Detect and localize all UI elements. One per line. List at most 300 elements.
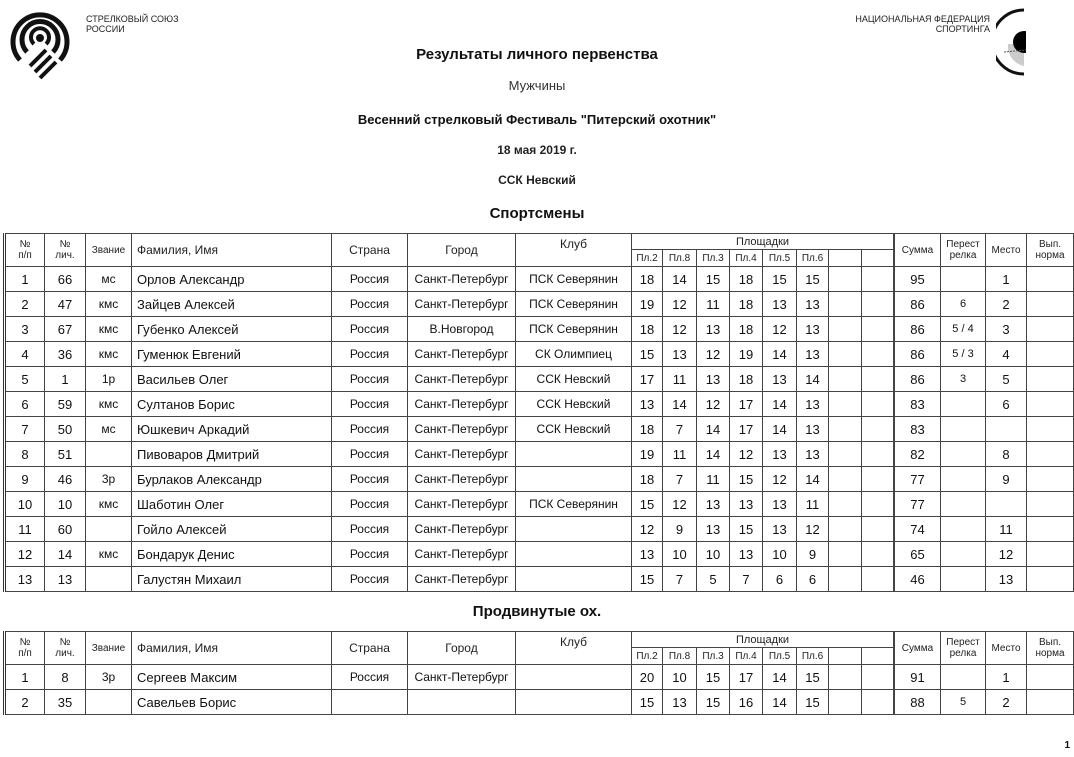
sporting-federation-logo-icon	[996, 4, 1026, 76]
col-header-range: Пл.6	[797, 250, 829, 267]
col-header-shootoff-line1: Перест	[946, 239, 980, 250]
cell-score: 15	[632, 492, 663, 517]
cell-score: 13	[730, 542, 763, 567]
cell-rank	[86, 690, 132, 715]
cell-city: Санкт-Петербург	[408, 517, 516, 542]
cell-city: Санкт-Петербург	[408, 392, 516, 417]
col-header-club: Клуб	[516, 632, 632, 665]
cell-num: 3	[5, 317, 45, 342]
cell-norm	[1027, 367, 1074, 392]
cell-score: 15	[797, 690, 829, 715]
cell-rank: кмс	[86, 392, 132, 417]
cell-license: 51	[45, 442, 86, 467]
cell-score	[829, 442, 862, 467]
target-logo-icon	[8, 8, 74, 82]
cell-norm	[1027, 567, 1074, 592]
cell-score: 18	[632, 317, 663, 342]
cell-norm	[1027, 267, 1074, 292]
cell-score	[862, 292, 894, 317]
cell-country: Россия	[332, 417, 408, 442]
cell-score: 12	[663, 292, 697, 317]
cell-score: 13	[797, 342, 829, 367]
cell-score: 11	[697, 292, 730, 317]
cell-score: 5	[697, 567, 730, 592]
cell-place: 13	[986, 567, 1027, 592]
cell-score: 15	[730, 517, 763, 542]
cell-name: Бурлаков Александр	[132, 467, 332, 492]
cell-club	[516, 567, 632, 592]
cell-score	[862, 665, 894, 690]
org-left-line1: СТРЕЛКОВЫЙ СОЮЗ	[86, 14, 179, 24]
cell-shootoff: 5	[941, 690, 986, 715]
cell-club	[516, 542, 632, 567]
cell-num: 5	[5, 367, 45, 392]
cell-score: 14	[663, 267, 697, 292]
col-header-norm-line1: Вып.	[1038, 239, 1062, 250]
cell-club: ССК Невский	[516, 417, 632, 442]
cell-score: 13	[797, 292, 829, 317]
cell-country: Россия	[332, 542, 408, 567]
page-title: Результаты личного первенства	[416, 46, 658, 63]
cell-sum: 86	[895, 292, 941, 317]
cell-shootoff	[941, 417, 986, 442]
cell-city: Санкт-Петербург	[408, 367, 516, 392]
cell-shootoff: 6	[941, 292, 986, 317]
col-header-num-line1: №	[19, 239, 31, 250]
cell-score: 19	[632, 442, 663, 467]
col-header-club: Клуб	[516, 234, 632, 267]
cell-name: Губенко Алексей	[132, 317, 332, 342]
col-header-license-line2: лич.	[55, 250, 75, 261]
col-header-num	[5, 234, 45, 267]
cell-score: 18	[730, 317, 763, 342]
cell-score: 17	[730, 392, 763, 417]
cell-score	[862, 392, 894, 417]
cell-shootoff	[941, 542, 986, 567]
cell-sum: 77	[895, 467, 941, 492]
cell-num: 2	[5, 292, 45, 317]
cell-rank: мс	[86, 417, 132, 442]
cell-score: 14	[763, 690, 797, 715]
cell-score	[862, 542, 894, 567]
cell-rank: 1р	[86, 367, 132, 392]
cell-score: 11	[797, 492, 829, 517]
cell-score: 13	[763, 517, 797, 542]
table-row	[5, 442, 1074, 467]
cell-license: 46	[45, 467, 86, 492]
table-row	[5, 317, 1074, 342]
table-row	[5, 665, 1074, 690]
org-name-right	[855, 14, 990, 34]
table-row	[5, 542, 1074, 567]
cell-sum: 74	[895, 517, 941, 542]
col-header-city: Город	[408, 632, 516, 665]
cell-score: 14	[763, 342, 797, 367]
cell-sum: 86	[895, 367, 941, 392]
cell-country	[332, 690, 408, 715]
cell-sum: 86	[895, 342, 941, 367]
cell-rank	[86, 517, 132, 542]
cell-city	[408, 690, 516, 715]
cell-num: 8	[5, 442, 45, 467]
cell-name: Султанов Борис	[132, 392, 332, 417]
cell-rank: 3р	[86, 665, 132, 690]
cell-score	[862, 517, 894, 542]
col-header-norm-line1: Вып.	[1038, 637, 1062, 648]
cell-score: 14	[663, 392, 697, 417]
col-header-shootoff-line1: Перест	[946, 637, 980, 648]
cell-score: 10	[663, 665, 697, 690]
cell-place: 1	[986, 665, 1027, 690]
cell-shootoff	[941, 492, 986, 517]
cell-place: 9	[986, 467, 1027, 492]
col-header-range: Пл.8	[663, 250, 697, 267]
cell-score: 18	[632, 267, 663, 292]
cell-num: 7	[5, 417, 45, 442]
cell-score: 12	[663, 317, 697, 342]
cell-score	[862, 342, 894, 367]
col-header-range: Пл.3	[697, 250, 730, 267]
col-header-range: Пл.4	[730, 250, 763, 267]
col-header-num-line2: п/п	[18, 648, 32, 659]
cell-norm	[1027, 492, 1074, 517]
col-header-shootoff	[941, 632, 986, 665]
col-header-name: Фамилия, Имя	[132, 632, 332, 665]
cell-shootoff: 5 / 3	[941, 342, 986, 367]
cell-score: 14	[697, 442, 730, 467]
cell-score: 17	[730, 665, 763, 690]
cell-rank: кмс	[86, 542, 132, 567]
cell-score: 15	[763, 267, 797, 292]
col-header-sum: Сумма	[895, 632, 941, 665]
cell-score: 14	[697, 417, 730, 442]
cell-norm	[1027, 392, 1074, 417]
cell-shootoff	[941, 517, 986, 542]
col-header-place: Место	[986, 632, 1027, 665]
table-row	[5, 492, 1074, 517]
cell-club: ССК Невский	[516, 392, 632, 417]
cell-score: 20	[632, 665, 663, 690]
table-row	[5, 567, 1074, 592]
cell-score	[862, 492, 894, 517]
cell-city: Санкт-Петербург	[408, 542, 516, 567]
org-left-line2: РОССИИ	[86, 24, 125, 34]
cell-city: Санкт-Петербург	[408, 665, 516, 690]
cell-score: 13	[763, 292, 797, 317]
cell-rank: 3р	[86, 467, 132, 492]
header-row	[5, 234, 1074, 250]
cell-place: 2	[986, 690, 1027, 715]
cell-score: 9	[663, 517, 697, 542]
cell-country: Россия	[332, 267, 408, 292]
org-right-line2: СПОРТИНГА	[935, 24, 990, 34]
cell-num: 10	[5, 492, 45, 517]
cell-license: 50	[45, 417, 86, 442]
cell-sum: 91	[895, 665, 941, 690]
cell-country: Россия	[332, 317, 408, 342]
cell-score: 13	[697, 367, 730, 392]
col-header-shootoff-line2: релка	[949, 648, 977, 659]
cell-score: 13	[797, 317, 829, 342]
cell-score: 13	[797, 417, 829, 442]
results-table	[3, 233, 1074, 592]
cell-place: 5	[986, 367, 1027, 392]
cell-score: 13	[632, 542, 663, 567]
table-row	[5, 417, 1074, 442]
cell-name: Юшкевич Аркадий	[132, 417, 332, 442]
table-row	[5, 367, 1074, 392]
cell-score: 7	[663, 567, 697, 592]
cell-shootoff	[941, 267, 986, 292]
cell-norm	[1027, 517, 1074, 542]
col-header-ranges: Площадки	[632, 632, 894, 648]
cell-name: Шаботин Олег	[132, 492, 332, 517]
cell-score: 14	[763, 665, 797, 690]
col-header-range: Пл.5	[763, 250, 797, 267]
cell-city: Санкт-Петербург	[408, 442, 516, 467]
cell-score: 12	[797, 517, 829, 542]
cell-shootoff	[941, 442, 986, 467]
cell-score: 6	[763, 567, 797, 592]
cell-club: ПСК Северянин	[516, 492, 632, 517]
cell-license: 47	[45, 292, 86, 317]
cell-norm	[1027, 342, 1074, 367]
cell-score	[829, 367, 862, 392]
cell-score: 14	[797, 467, 829, 492]
table-row	[5, 392, 1074, 417]
cell-score: 17	[730, 417, 763, 442]
cell-score: 13	[797, 392, 829, 417]
cell-norm	[1027, 442, 1074, 467]
cell-score	[862, 567, 894, 592]
cell-score: 12	[697, 342, 730, 367]
cell-country: Россия	[332, 442, 408, 467]
cell-score	[829, 567, 862, 592]
cell-score: 10	[663, 542, 697, 567]
col-header-norm-line2: норма	[1035, 648, 1065, 659]
cell-norm	[1027, 542, 1074, 567]
cell-name: Бондарук Денис	[132, 542, 332, 567]
header-row	[5, 632, 1074, 648]
cell-num: 1	[5, 665, 45, 690]
col-header-license	[45, 234, 86, 267]
cell-club	[516, 442, 632, 467]
col-header-norm	[1027, 632, 1074, 665]
cell-club: ПСК Северянин	[516, 292, 632, 317]
cell-norm	[1027, 690, 1074, 715]
cell-country: Россия	[332, 367, 408, 392]
cell-score: 19	[730, 342, 763, 367]
cell-score	[829, 392, 862, 417]
cell-score: 13	[763, 442, 797, 467]
cell-country: Россия	[332, 467, 408, 492]
cell-score: 7	[663, 467, 697, 492]
cell-num: 1	[5, 267, 45, 292]
cell-score	[829, 317, 862, 342]
cell-score: 15	[697, 690, 730, 715]
col-header-num	[5, 632, 45, 665]
cell-score: 15	[797, 665, 829, 690]
cell-license: 60	[45, 517, 86, 542]
cell-shootoff: 5 / 4	[941, 317, 986, 342]
cell-place: 2	[986, 292, 1027, 317]
cell-place: 12	[986, 542, 1027, 567]
cell-city: Санкт-Петербург	[408, 567, 516, 592]
col-header-shootoff	[941, 234, 986, 267]
cell-norm	[1027, 665, 1074, 690]
col-header-license	[45, 632, 86, 665]
group-title: Продвинутые ох.	[472, 603, 602, 620]
cell-score: 18	[730, 267, 763, 292]
cell-score: 6	[797, 567, 829, 592]
cell-country: Россия	[332, 567, 408, 592]
cell-score	[829, 542, 862, 567]
cell-score	[829, 665, 862, 690]
cell-score: 18	[730, 367, 763, 392]
cell-city: Санкт-Петербург	[408, 417, 516, 442]
cell-club: ССК Невский	[516, 367, 632, 392]
cell-num: 13	[5, 567, 45, 592]
col-header-range: Пл.6	[797, 648, 829, 665]
cell-club	[516, 517, 632, 542]
col-header-country: Страна	[332, 234, 408, 267]
cell-score	[829, 267, 862, 292]
cell-score: 14	[797, 367, 829, 392]
col-header-shootoff-line2: релка	[949, 250, 977, 261]
cell-club	[516, 665, 632, 690]
col-header-license-line1: №	[59, 239, 71, 250]
cell-score: 18	[632, 467, 663, 492]
cell-city: Санкт-Петербург	[408, 267, 516, 292]
cell-score: 19	[632, 292, 663, 317]
cell-score: 12	[632, 517, 663, 542]
cell-name: Сергеев Максим	[132, 665, 332, 690]
cell-num: 4	[5, 342, 45, 367]
cell-license: 67	[45, 317, 86, 342]
cell-score	[829, 417, 862, 442]
cell-sum: 65	[895, 542, 941, 567]
cell-sum: 95	[895, 267, 941, 292]
cell-num: 11	[5, 517, 45, 542]
col-header-license-line1: №	[59, 637, 71, 648]
col-header-range: Пл.4	[730, 648, 763, 665]
col-header-norm-line2: норма	[1035, 250, 1065, 261]
cell-score: 14	[763, 392, 797, 417]
cell-score	[862, 367, 894, 392]
cell-score: 7	[663, 417, 697, 442]
cell-score: 13	[663, 342, 697, 367]
cell-num: 2	[5, 690, 45, 715]
cell-place: 3	[986, 317, 1027, 342]
col-header-rank: Звание	[86, 234, 132, 267]
col-header-range	[829, 648, 862, 665]
cell-score: 12	[730, 442, 763, 467]
cell-place: 11	[986, 517, 1027, 542]
cell-score	[829, 492, 862, 517]
cell-place: 6	[986, 392, 1027, 417]
cell-score	[862, 442, 894, 467]
table-row	[5, 267, 1074, 292]
cell-rank: кмс	[86, 292, 132, 317]
cell-rank: мс	[86, 267, 132, 292]
cell-name: Гуменюк Евгений	[132, 342, 332, 367]
cell-norm	[1027, 292, 1074, 317]
cell-name: Орлов Александр	[132, 267, 332, 292]
cell-license: 10	[45, 492, 86, 517]
cell-score: 15	[632, 690, 663, 715]
cell-shootoff	[941, 665, 986, 690]
event-date: 18 мая 2019 г.	[497, 143, 577, 157]
col-header-range	[862, 250, 894, 267]
cell-shootoff: 3	[941, 367, 986, 392]
table-row	[5, 292, 1074, 317]
cell-license: 1	[45, 367, 86, 392]
cell-num: 6	[5, 392, 45, 417]
col-header-country: Страна	[332, 632, 408, 665]
cell-country: Россия	[332, 292, 408, 317]
col-header-rank: Звание	[86, 632, 132, 665]
cell-score: 13	[763, 367, 797, 392]
cell-score: 10	[763, 542, 797, 567]
cell-score: 13	[697, 317, 730, 342]
cell-score: 18	[730, 292, 763, 317]
cell-name: Гойло Алексей	[132, 517, 332, 542]
table-row	[5, 517, 1074, 542]
cell-norm	[1027, 417, 1074, 442]
cell-name: Зайцев Алексей	[132, 292, 332, 317]
cell-license: 66	[45, 267, 86, 292]
cell-score: 13	[697, 492, 730, 517]
cell-score	[862, 467, 894, 492]
cell-score: 13	[663, 690, 697, 715]
cell-score: 14	[763, 417, 797, 442]
results-table	[3, 631, 1074, 715]
cell-place	[986, 492, 1027, 517]
col-header-license-line2: лич.	[55, 648, 75, 659]
cell-name: Пивоваров Дмитрий	[132, 442, 332, 467]
cell-country: Россия	[332, 665, 408, 690]
cell-club: ПСК Северянин	[516, 317, 632, 342]
cell-score	[862, 417, 894, 442]
cell-score: 12	[663, 492, 697, 517]
col-header-sum: Сумма	[895, 234, 941, 267]
cell-license: 14	[45, 542, 86, 567]
cell-score: 9	[797, 542, 829, 567]
cell-license: 13	[45, 567, 86, 592]
cell-norm	[1027, 467, 1074, 492]
cell-score: 13	[632, 392, 663, 417]
col-header-num-line1: №	[19, 637, 31, 648]
cell-place	[986, 417, 1027, 442]
col-header-range: Пл.3	[697, 648, 730, 665]
cell-score: 11	[663, 367, 697, 392]
table-row	[5, 342, 1074, 367]
col-header-place: Место	[986, 234, 1027, 267]
cell-sum: 83	[895, 392, 941, 417]
cell-club	[516, 467, 632, 492]
cell-score: 13	[797, 442, 829, 467]
col-header-name: Фамилия, Имя	[132, 234, 332, 267]
cell-score	[829, 342, 862, 367]
cell-score: 15	[697, 267, 730, 292]
cell-place: 8	[986, 442, 1027, 467]
col-header-range: Пл.8	[663, 648, 697, 665]
cell-score: 12	[697, 392, 730, 417]
cell-sum: 83	[895, 417, 941, 442]
col-header-norm	[1027, 234, 1074, 267]
col-header-city: Город	[408, 234, 516, 267]
cell-score: 12	[763, 467, 797, 492]
